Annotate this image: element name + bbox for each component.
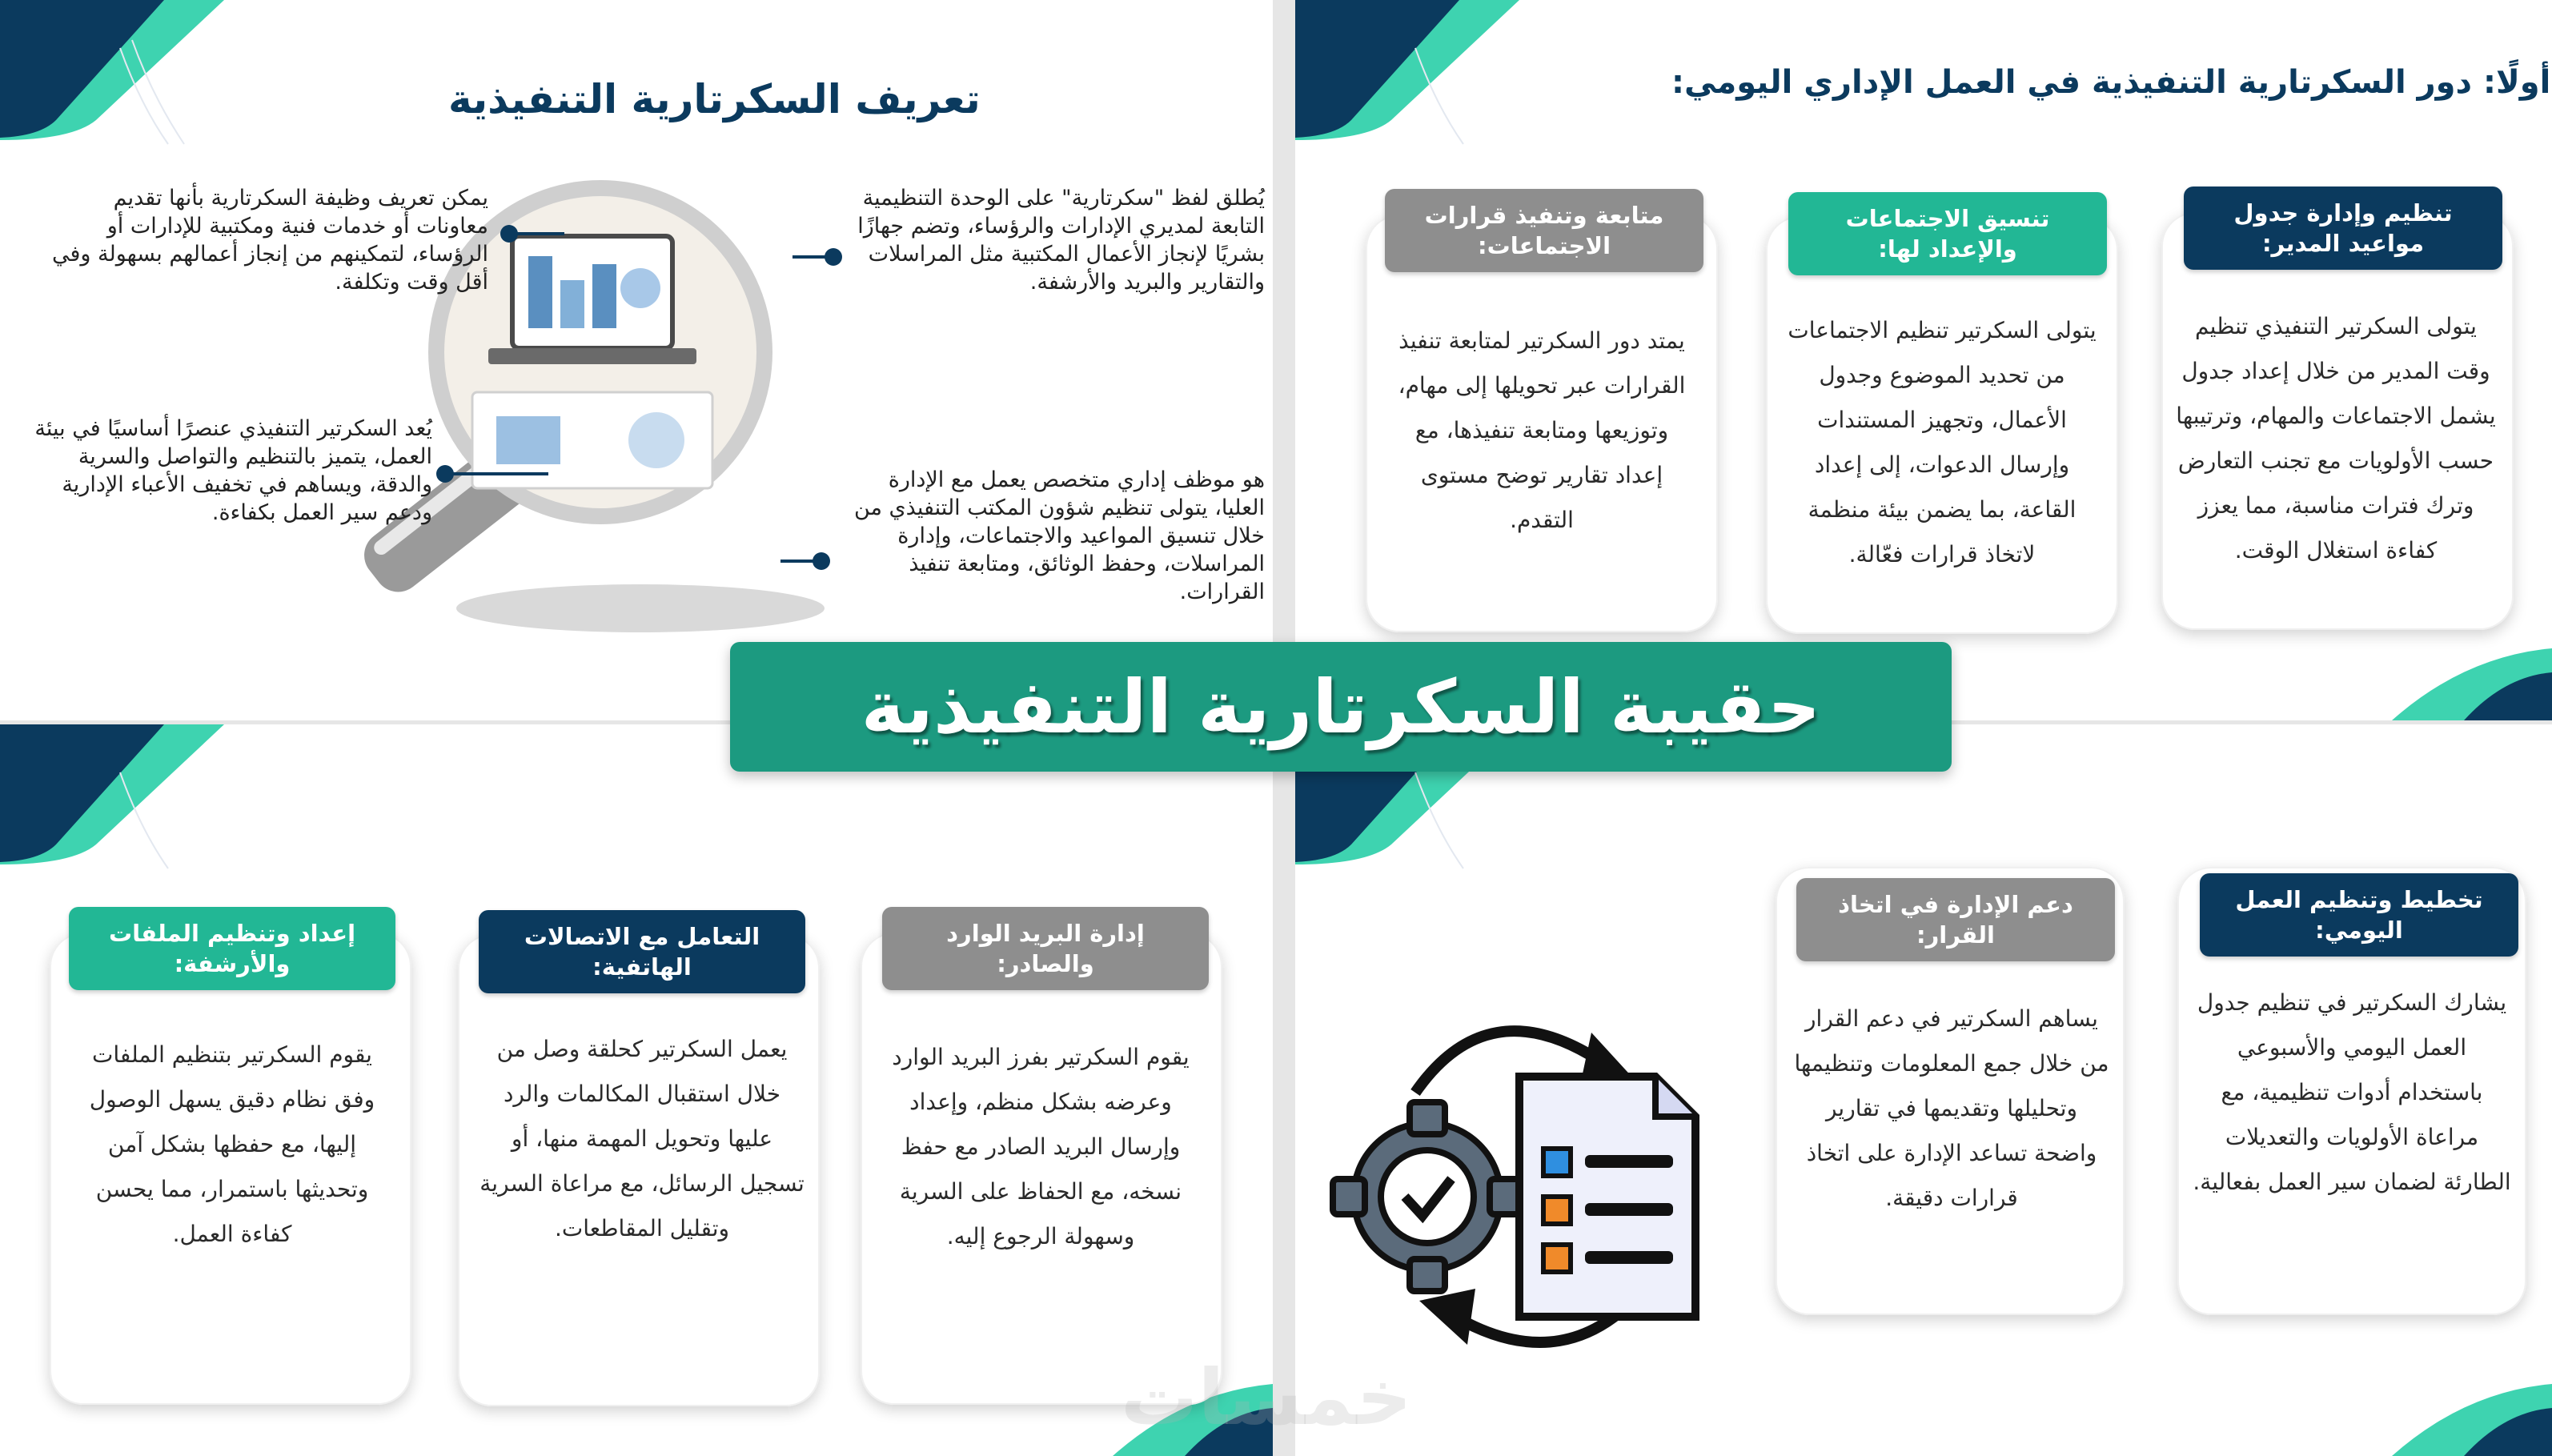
definition-text-4: يُعد السكرتير التنفيذي عنصرًا أساسيًا في بيئة العمل، يتميز بالتنظيم والتواصل والسرية والدقة، ويساهم في تخفيف الأعباء الإدارية ودعم سير العمل بكفاءة. — [34, 416, 432, 525]
watermark: خمسات — [1121, 1353, 1412, 1442]
connector-dot — [813, 552, 830, 570]
title-banner — [730, 642, 1952, 772]
connector-line — [516, 232, 564, 235]
role-card-meetings-head: تنسيق الاجتماعات والإعداد لها: — [1788, 192, 2107, 275]
connector-dot — [436, 465, 454, 483]
slide-title: تعريف السكرتارية التنفيذية — [448, 76, 981, 122]
mail-card-files-head: إعداد وتنظيم الملفات والأرشفة: — [69, 907, 395, 990]
definition-text-2: يمكن تعريف وظيفة السكرتارية بأنها تقديم معاونات أو خدمات فنية ومكتبية للإدارات أو الرؤساء، لتمكينهم من إنجاز أعمالهم بسهولة وفي أقل وقت وتكلفة. — [52, 186, 488, 295]
role-card-schedule-body: يتولى السكرتير التنفيذي تنظيم وقت المدير من خلال إعداد جدول يشمل الاجتماعات والمهام، وترتيبها حسب الأولويات مع تجنب التعارض وترك فترات مناسبة، مما يعزز كفاءة استغلال الوقت. — [2176, 313, 2496, 564]
mail-card-incoming-body: يقوم السكرتير بفرز البريد الوارد وعرضه بشكل منظم، وإعداد وإرسال البريد الصادر مع حفظ نسخه، مع الحفاظ على السرية وسهولة الرجوع إليه. — [892, 1044, 1190, 1249]
slide-title: أولًا: دور السكرتارية التنفيذية في العمل الإداري اليومي: — [1671, 64, 2551, 101]
corner-decoration — [0, 0, 240, 152]
connector-dot — [500, 225, 518, 243]
corner-decoration — [1295, 0, 1535, 152]
planning-card-decision-head: دعم الإدارة في اتخاذ القرار: — [1796, 878, 2115, 961]
definition-slide — [0, 0, 1273, 720]
planning-slide — [1295, 724, 2552, 1456]
mail-card-phone-head: التعامل مع الاتصالات الهاتفية: — [479, 910, 805, 993]
mail-slide — [0, 724, 1273, 1456]
definition-text-3: هو موظف إداري متخصص يعمل مع الإدارة العليا، يتولى تنظيم شؤون المكتب التنفيذي من خلال تنسيق المواعيد والاجتماعات، وإدارة المراسلات، وحفظ الوثائق، ومتابعة تنفيذ القرارات. — [853, 467, 1265, 604]
role-card-decisions-head: متابعة وتنفيذ قرارات الاجتماعات: — [1385, 189, 1703, 272]
connector-dot — [825, 248, 842, 266]
role-card-decisions-body: يمتد دور السكرتير لمتابعة تنفيذ القرارات عبر تحويلها إلى مهام، وتوزيعها ومتابعة تنفيذها، مع إعداد تقارير توضح مستوى التقدم. — [1398, 327, 1686, 533]
role-slide — [1295, 0, 2552, 720]
banner-title: حقيبة السكرتارية التنفيذية — [861, 664, 1821, 750]
planning-card-decision-body: يساهم السكرتير في دعم القرار من خلال جمع المعلومات وتنظيمها وتحليلها وتقديمها في تقارير واضحة تساعد الإدارة على اتخاذ قرارات دقيقة. — [1794, 1005, 2109, 1211]
planning-card-daily-body: يشارك السكرتير في تنظيم جدول العمل اليومي والأسبوعي باستخدام أدوات تنظيمية، مع مراعاة الأولويات والتعديلات الطارئة لضمان سير العمل بفعالية. — [2193, 989, 2511, 1195]
connector-line — [452, 472, 548, 475]
corner-decoration — [2344, 648, 2552, 720]
planning-card-daily-head: تخطيط وتنظيم العمل اليومي: — [2200, 873, 2518, 957]
corner-decoration — [2344, 1384, 2552, 1456]
mail-card-files-body: يقوم السكرتير بتنظيم الملفات وفق نظام دقيق يسهل الوصول إليها، مع حفظها بشكل آمن وتحديثها باستمرار، مما يحسن كفاءة العمل. — [89, 1041, 375, 1247]
corner-decoration — [0, 724, 240, 876]
mail-card-incoming-head: إدارة البريد الوارد والصادر: — [882, 907, 1209, 990]
mail-card-phone-body: يعمل السكرتير كحلقة وصل من خلال استقبال المكالمات والرد عليها وتحويل المهمة منها، أو تسجيل الرسائل، مع مراعاة السرية وتقليل المقاطعات. — [480, 1036, 805, 1241]
role-card-meetings-body: يتولى السكرتير تنظيم الاجتماعات من تحديد الموضوع وجدول الأعمال، وتجهيز المستندات وإرسال الدعوات، إلى إعداد القاعة، بما يضمن بيئة منظمة لاتخاذ قرارات فعّالة. — [1788, 317, 2097, 568]
definition-text-1: يُطلق لفظ "سكرتارية" على الوحدة التنظيمية التابعة لمديري الإدارات والرؤساء، وتضم جهازًا بشريًا لإنجاز الأعمال المكتبية مثل المراسلات والتقارير والبريد والأرشفة. — [857, 186, 1265, 295]
role-card-schedule-head: تنظيم وإدارة جدول مواعيد المدير: — [2184, 187, 2502, 270]
connector-line — [780, 560, 814, 563]
gear-document-cycle-icon — [1327, 997, 1727, 1381]
connector-line — [792, 255, 826, 259]
